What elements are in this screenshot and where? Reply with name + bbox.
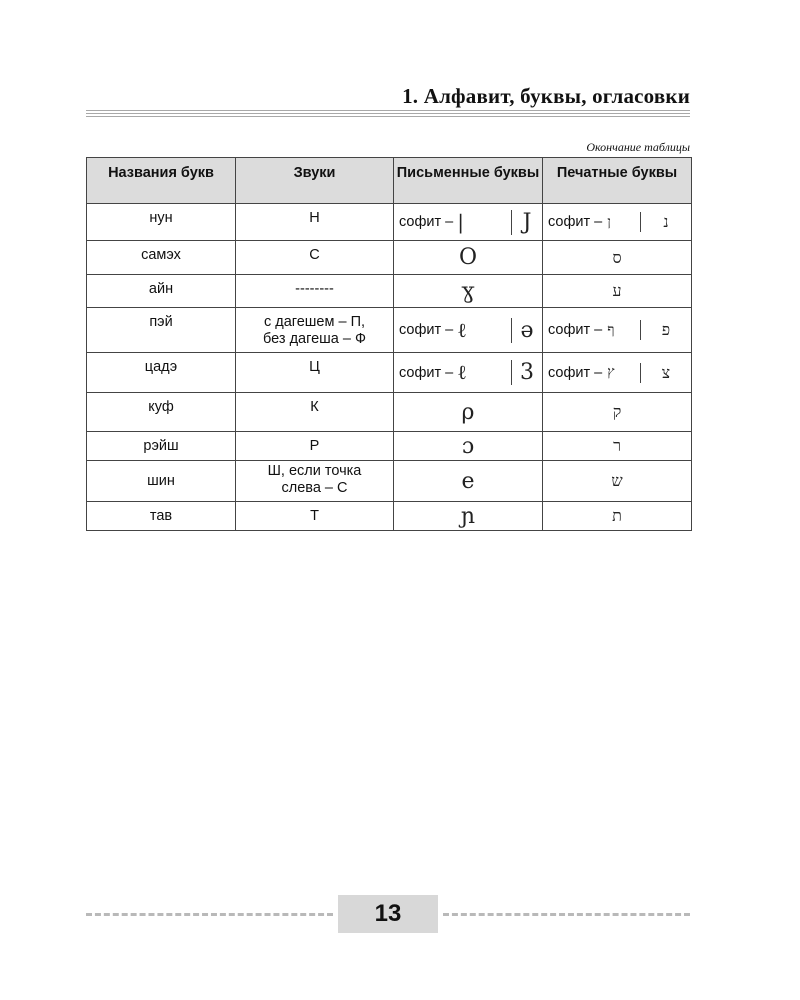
header-rule-2 (86, 113, 690, 114)
column-header-names: Названия букв (87, 158, 236, 204)
table-row (87, 393, 692, 432)
written-glyph: ə (511, 318, 542, 343)
header-rule-1 (86, 110, 690, 111)
printed-cell (543, 204, 692, 241)
printed-glyph: ק (543, 393, 692, 432)
written-glyph: ɣ (394, 275, 543, 308)
sofit-label: софит – (548, 364, 603, 381)
written-sofit-glyph: | (457, 210, 464, 234)
sofit-label: софит – (548, 214, 603, 230)
sofit-written (394, 210, 511, 235)
sofit-printed (543, 363, 640, 383)
sofit-written (394, 360, 511, 385)
printed-glyph: פ (640, 320, 691, 340)
sofit-label: софит – (399, 322, 454, 338)
printed-glyph: ע (543, 275, 692, 308)
letter-name: самэх (87, 241, 236, 275)
printed-glyph: נ (640, 212, 691, 232)
written-sofit-glyph: ℓ (457, 360, 467, 384)
letter-sound: Н (236, 204, 394, 241)
sofit-printed (543, 212, 640, 232)
printed-glyph: ת (543, 502, 692, 531)
printed-glyph: ש (543, 461, 692, 502)
written-glyph: e (394, 461, 543, 502)
written-glyph: ɔ (394, 432, 543, 461)
table-row (87, 275, 692, 308)
printed-cell (543, 308, 692, 353)
page-number: 13 (338, 895, 438, 933)
letter-name: рэйш (87, 432, 236, 461)
letter-name: тав (87, 502, 236, 531)
letter-name: айн (87, 275, 236, 308)
sofit-label: софит – (548, 322, 603, 338)
written-glyph: O (394, 241, 543, 275)
letter-sound (236, 461, 394, 502)
letter-name: цадэ (87, 353, 236, 393)
letter-sound: Т (236, 502, 394, 531)
footer-dash-right (443, 913, 690, 916)
letter-sound: -------- (236, 275, 394, 308)
column-header-printed: Печатные буквы (543, 158, 692, 204)
printed-sofit-glyph: ף (607, 321, 615, 338)
sofit-label: софит – (399, 214, 454, 230)
table-row (87, 204, 692, 241)
printed-glyph: ס (543, 241, 692, 275)
letter-name: нун (87, 204, 236, 241)
written-cell (394, 308, 543, 353)
column-header-sounds: Звуки (236, 158, 394, 204)
sofit-printed (543, 320, 640, 340)
chapter-title: 1. Алфавит, буквы, огласовки (402, 84, 690, 108)
letters-table (86, 157, 692, 531)
printed-sofit-glyph: ן (607, 213, 611, 230)
table-row (87, 353, 692, 393)
letter-name: шин (87, 461, 236, 502)
column-header-written: Письменные буквы (394, 158, 543, 204)
written-cell (394, 204, 543, 241)
written-sofit-glyph: ℓ (457, 317, 467, 342)
written-glyph: J (511, 210, 542, 235)
written-glyph: ɲ (394, 502, 543, 531)
letter-sound: С (236, 241, 394, 275)
printed-sofit-glyph: ץ (607, 364, 615, 380)
letter-sound: Ц (236, 353, 394, 393)
printed-glyph: צ (640, 363, 691, 383)
printed-glyph: ר (543, 432, 692, 461)
table-row (87, 308, 692, 353)
letter-sound (236, 308, 394, 353)
sound-line: слева – С (281, 480, 348, 496)
table-caption: Окончание таблицы (586, 140, 690, 154)
table-header-row (87, 158, 692, 204)
letter-sound: К (236, 393, 394, 432)
sofit-label: софит – (399, 364, 454, 381)
written-cell (394, 353, 543, 393)
header-rule-3 (86, 116, 690, 117)
letter-name: пэй (87, 308, 236, 353)
letter-name: куф (87, 393, 236, 432)
written-glyph: ρ (394, 393, 543, 432)
footer-dash-left (86, 913, 333, 916)
printed-cell (543, 353, 692, 393)
table-row (87, 432, 692, 461)
sound-line: Ш, если точка (267, 463, 362, 479)
sound-line: с дагешем – П, (263, 314, 366, 330)
sofit-written (394, 318, 511, 343)
table-row (87, 502, 692, 531)
sound-line: без дагеша – Ф (263, 331, 366, 347)
letter-sound: Р (236, 432, 394, 461)
table-row (87, 461, 692, 502)
table-row (87, 241, 692, 275)
written-glyph: 3 (511, 360, 542, 385)
